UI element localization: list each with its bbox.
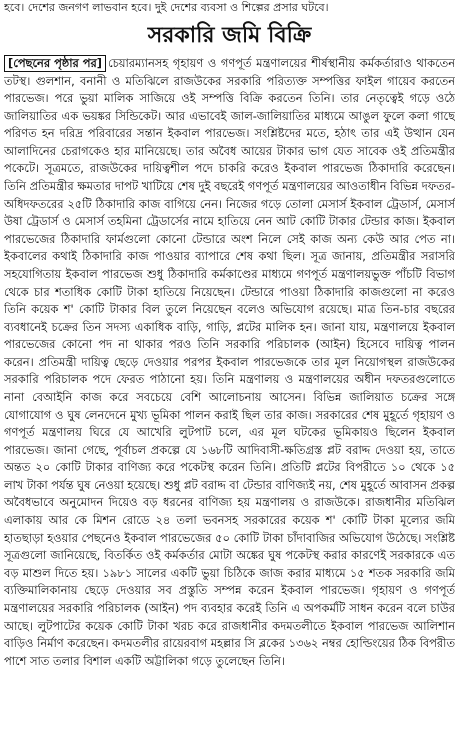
headline: সরকারি জমি বিক্রি — [147, 23, 312, 48]
article-body — [4, 55, 455, 741]
article-text: চেয়ারম্যানসহ গৃহায়ণ ও গণপূর্ত মন্ত্রণালয়ের শীর্ষস্থানীয় কর্মকর্তারাও থাকতেন তটস্থ। গুলশান, বনানী ও মতিঝিলে রাজউকের সরকারি পরিত্যক্ত সম্পত্তির ফাইল গায়েব করতেন পারভেজ। পরে ভুয়া মালিক সাজিয়ে ওই সম্পত্তি বিক্রি করতেন তিনি। তার নেতৃত্বেই গড়ে ওঠে জালিয়াতির এক ভয়ঙ্কর সিন্ডিকেট। আর এভাবেই জাল-জালিয়াতির মাধ্যমে আঙুল ফুলে কলা গাছে পরিণত হন দরিদ্র পরিবারের সন্তান ইকবাল পারভেজ। সংশ্লিষ্টদের মতে, হঠাৎ তার এই উত্থান যেন আলাদিনের চেরাগকেও হার মানিয়েছে। তার অবৈধ আয়ের টাকার ভাগ যেত সাবেক ওই প্রতিমন্ত্রীর পকেটে। সূত্রমতে, রাজউকের দায়িত্বশীল পদে চাকরি করেও ইকবাল পারভেজ ঠিকাদারি করেছেন। তিনি প্রতিমন্ত্রীর ক্ষমতার দাপট খাটিয়ে শেষ দুই বছরেই গণপূর্ত মন্ত্রণালয়ের আওতাধীন বিভিন্ন দফতর-অধিদফতরের ২৫টি ঠিকাদারি কাজ বাগিয়ে নেন। নিজের গড়ে তোলা মেসার্স ইকবাল ট্রেডার্স, মেসার্স উষা ট্রেডার্স ও মেসার্স তহমিনা ট্রেডার্সের নামে হাতিয়ে নেন আট কোটি টাকার টেন্ডার কাজ। ইকবাল পারভেজের ঠিকাদারি ফার্মগুলো কোনো টেন্ডারে অংশ নিলে সেই কাজ অন্য কেউ আর পেত না। ইকবালের কথাই ঠিকাদারি কাজ পাওয়ার ব্যাপারে শেষ কথা ছিল। সূত্র জানায়, প্রতিমন্ত্রীর সরাসরি সহযোগিতায় ইকবাল পারভেজ শুধু ঠিকাদারি কর্মকাণ্ডের মাধ্যমে গণপূর্ত মন্ত্রণালয়ভুক্ত পাঁচটি বিভাগ থেকে চার শতাধিক কোটি টাকা হাতিয়ে নিয়েছেন। টেন্ডারে পাওয়া ঠিকাদারি কাজগুলো না করেও তিনি কয়েক শ' কোটি টাকার বিল তুলে নিয়েছেন বলেও অভিযোগ রয়েছে। মাত্র তিন-চার বছরের ব্যবধানেই চক্রের তিন সদস্য একাধিক বাড়ি, গাড়ি, প্লটের মালিক হন। জানা যায়, মন্ত্রণালয়ে ইকবাল পারভেজের কোনো পদ না থাকার পরও তিনি সরকারি পরিচালক (আইন) হিসেবে দায়িত্ব পালন করেন। প্রতিমন্ত্রী দায়িত্ব ছেড়ে দেওয়ার পরপর ইকবাল পারভেজকে তার মূল নিয়োগস্থল রাজউকের সরকারি পরিচালক পদে ফেরত পাঠানো হয়। তিনি মন্ত্রণালয় ও মন্ত্রণালয়ের অধীন দফতরগুলোতে নানা বেআইনি কাজ করে সবচেয়ে বেশি আলোচনায় আসেন। বিভিন্ন জালিয়াত চক্রের সঙ্গে যোগাযোগ ও ঘুষ লেনদেনে মুখ্য ভূমিকা পালন করাই ছিল তার কাজ। সরকারের শেষ মুহূর্তে গৃহায়ণ ও গণপূর্ত মন্ত্রণালয় ঘিরে যে আখেরি লুটপাট চলে, এর মূল ঘটকের ভূমিকায়ও ছিলেন ইকবাল পারভেজ। জানা গেছে, পূর্বাচল প্রকল্পে যে ১৬৮টি আদিবাসী-ক্ষতিগ্রস্ত প্লট বরাদ্দ দেওয়া হয়, তাতে অন্তত ২০ কোটি টাকার বাণিজ্য করে পকেটস্থ করেন তিনি। প্রতিটি প্লটের বিপরীতে ১০ থেকে ১৫ লাখ টাকা পর্যন্ত ঘুষ নেওয়া হয়েছে। শুধু প্লট বরাদ্দ বা টেন্ডার বাণিজ্যই নয়, শেষ মুহূর্তে আবাসন প্রকল্প অবৈধভাবে অনুমোদন দিয়েও বড় ধরনের বাণিজ্য হয় মন্ত্রণালয় ও রাজউকে। রাজধানীর মতিঝিল এলাকায় আর কে মিশন রোডে ২৪ তলা ভবনসহ সরকারের কয়েক শ' কোটি টাকা মূল্যের জমি হাতছাড়া হওয়ার পেছনেও ইকবাল পারভেজের ৫০ কোটি টাকা চাঁদাবাজির অভিযোগ উঠেছে। সংশ্লিষ্ট সূত্রগুলো জানিয়েছে, বিতর্কিত ওই কর্মকর্তার মোটা অঙ্কের ঘুষ পকেটস্থ করার কারণেই সরকারকে এত বড় মাশুল দিতে হয়। ১৯৮১ সালের একটি ভুয়া চিঠিকে জাজ করার মাধ্যমে ১৫ শতক সরকারি জমি ব্যক্তিমালিকানায় ছেড়ে দেওয়ার সব প্রস্তুতি সম্পন্ন করেন ইকবাল পারভেজ। গৃহায়ণ ও গণপূর্ত মন্ত্রণালয়ের সরকারি পরিচালক (আইন) পদ ব্যবহার করেই তিনি এ অপকর্মটি সাধন করেন বলে চাউর আছে। লুটপাটের কয়েক কোটি টাকা খরচ করে রাজধানীর কদমতলীতে ইকবাল পারভেজ আলিশান বাড়িও নির্মাণ করেছেন। কদমতলীর রায়েরবাগ মহল্লার সি ব্লকের ১৩৬২ নম্বর হোল্ডিংয়ের ঠিক বিপরীত পাশে সাত তলার বিশাল একটি অট্টালিকা গড়ে তুলেছেন তিনি। — [4, 56, 455, 668]
previous-article-tail: হবে। দেশের জনগণ লাভবান হবে। দুই দেশের ব্যবসা ও শিল্পের প্রসার ঘটবে। — [4, 1, 329, 14]
continued-from-label: [পেছনের পৃষ্ঠার পর] — [4, 55, 106, 72]
